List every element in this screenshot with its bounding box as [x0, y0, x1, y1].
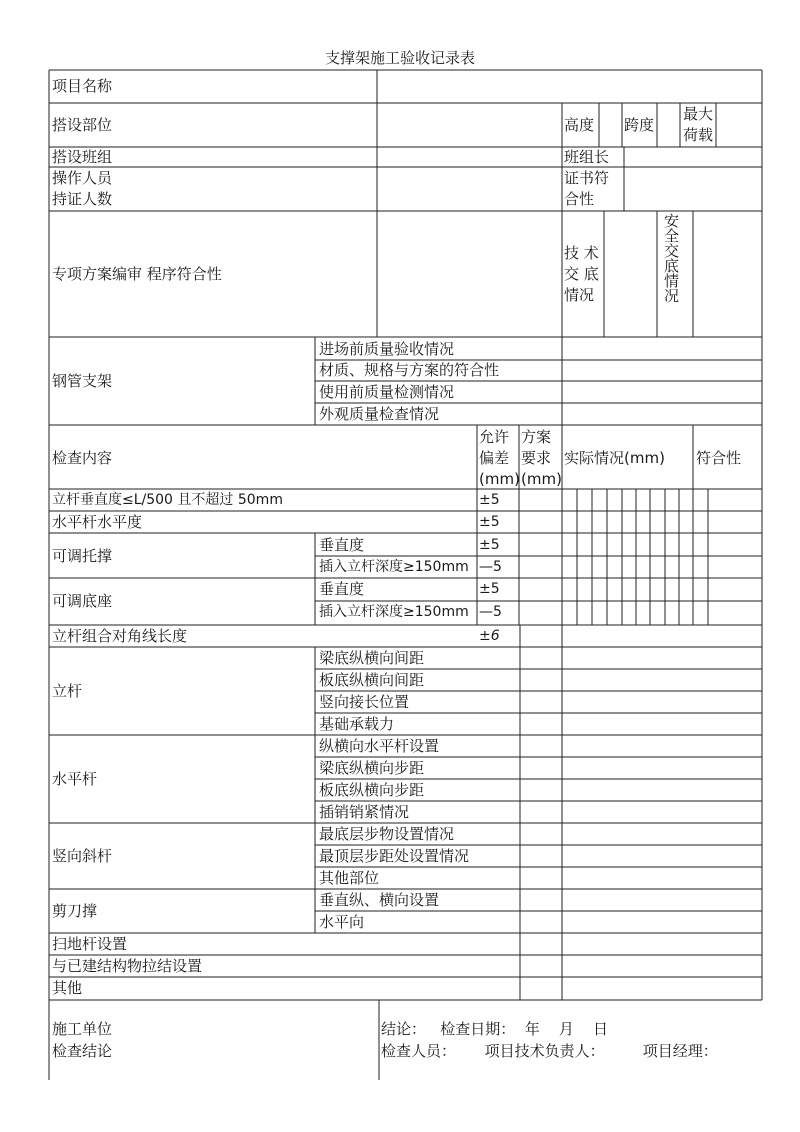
signature-line: 检查人员： 项目技术负责人： 项目经理： — [381, 1042, 718, 1060]
scissor-brace-sub: 水平向 — [319, 913, 365, 931]
scissor-brace-label: 剪刀撑 — [52, 902, 98, 920]
bottom-base-tolerance: ±5 — [479, 581, 500, 597]
steel-pipe-label: 钢管支架 — [52, 372, 113, 390]
vertical-brace-sub: 最顶层步距处设置情况 — [319, 847, 470, 865]
steel-pipe-item: 使用前质量检测情况 — [319, 383, 455, 401]
horizontal-bar-sub: 纵横向水平杆设置 — [319, 737, 440, 755]
conclusion-date-line: 结论： 检查日期： 年 月 日 — [381, 1020, 608, 1038]
inspect-content-header: 检查内容 — [52, 449, 113, 467]
operators-label: 操作人员 — [52, 169, 113, 187]
pole-sub: 板底纵横向间距 — [319, 671, 425, 689]
horizontal-bar-sub: 插销销紧情况 — [319, 803, 410, 821]
top-support-tolerance: —5 — [479, 559, 502, 575]
span-label: 跨度 — [624, 116, 655, 134]
steel-pipe-item: 外观质量检查情况 — [319, 405, 440, 423]
certificate-label-line2: 合性 — [564, 190, 595, 208]
max-load-label-line2: 荷载 — [683, 126, 714, 144]
project-name-label: 项目名称 — [52, 77, 113, 95]
top-support-sub: 垂直度 — [319, 536, 365, 554]
tech-briefing-line3: 情况 — [564, 286, 595, 304]
certified-count-label: 持证人数 — [52, 190, 113, 208]
plan-requirement-header-line3: (mm) — [521, 470, 562, 488]
certificate-label-line1: 证书符 — [564, 169, 610, 187]
diagonal-row-label: 立杆组合对角线长度 — [52, 627, 188, 645]
scissor-brace-sub: 垂直纵、横向设置 — [319, 891, 440, 909]
compliance-header: 符合性 — [696, 449, 742, 467]
vertical-pole-row-label: 立杆垂直度≤L/500 且不超过 50mm — [52, 492, 283, 508]
top-support-sub: 插入立杆深度≥150mm — [319, 559, 469, 575]
bottom-base-sub: 垂直度 — [319, 580, 365, 598]
pole-sub: 竖向接长位置 — [319, 693, 410, 711]
plan-requirement-header-line2: 要求 — [521, 449, 552, 467]
horizontal-bar-label: 水平杆 — [52, 770, 98, 788]
plan-requirement-header-line1: 方案 — [521, 428, 552, 446]
bottom-base-sub: 插入立杆深度≥150mm — [319, 604, 469, 620]
safety-briefing-label: 安全交底情况 — [662, 213, 680, 303]
setup-team-label: 搭设班组 — [52, 148, 113, 166]
horizontal-bar-sub: 梁底纵横向步距 — [319, 759, 425, 777]
top-support-tolerance: ±5 — [479, 537, 500, 553]
team-leader-label: 班组长 — [564, 148, 610, 166]
vertical-pole-tolerance: ±5 — [479, 492, 500, 508]
vertical-brace-sub: 其他部位 — [319, 869, 380, 887]
other-label: 其他 — [52, 979, 83, 997]
pole-label: 立杆 — [52, 682, 83, 700]
vertical-brace-sub: 最底层步物设置情况 — [319, 825, 455, 843]
height-label: 高度 — [564, 116, 595, 134]
bottom-base-tolerance: —5 — [479, 604, 502, 620]
horizontal-level-tolerance: ±5 — [479, 514, 500, 530]
steel-pipe-item: 材质、规格与方案的符合性 — [319, 361, 500, 379]
pole-sub: 基础承载力 — [319, 715, 395, 733]
top-support-label: 可调托撑 — [52, 547, 113, 565]
max-load-label-line1: 最大 — [683, 105, 714, 123]
setup-location-label: 搭设部位 — [52, 116, 113, 134]
horizontal-bar-sub: 板底纵横向步距 — [319, 781, 425, 799]
inspection-conclusion-label: 检查结论 — [52, 1042, 113, 1060]
horizontal-level-row-label: 水平杆水平度 — [52, 513, 143, 531]
steel-pipe-item: 进场前质量验收情况 — [319, 340, 455, 358]
plan-review-label: 专项方案编审 程序符合性 — [52, 265, 222, 283]
construction-unit-label: 施工单位 — [52, 1020, 113, 1038]
document-title: 支撑架施工验收记录表 — [324, 49, 475, 67]
diagonal-tolerance: ±6 — [479, 628, 500, 644]
allowed-deviation-header-line3: (mm) — [479, 470, 520, 488]
allowed-deviation-header-line2: 偏差 — [479, 449, 510, 467]
sweep-bar-label: 扫地杆设置 — [52, 935, 128, 953]
tech-briefing-line1: 技 术 — [564, 244, 599, 262]
tech-briefing-line2: 交 底 — [564, 265, 599, 283]
tie-label: 与已建结构物拉结设置 — [52, 957, 203, 975]
actual-header: 实际情况(mm) — [564, 449, 665, 467]
allowed-deviation-header-line1: 允许 — [479, 428, 510, 446]
bottom-base-label: 可调底座 — [52, 592, 113, 610]
pole-sub: 梁底纵横向间距 — [319, 649, 425, 667]
vertical-brace-label: 竖向斜杆 — [52, 847, 113, 865]
